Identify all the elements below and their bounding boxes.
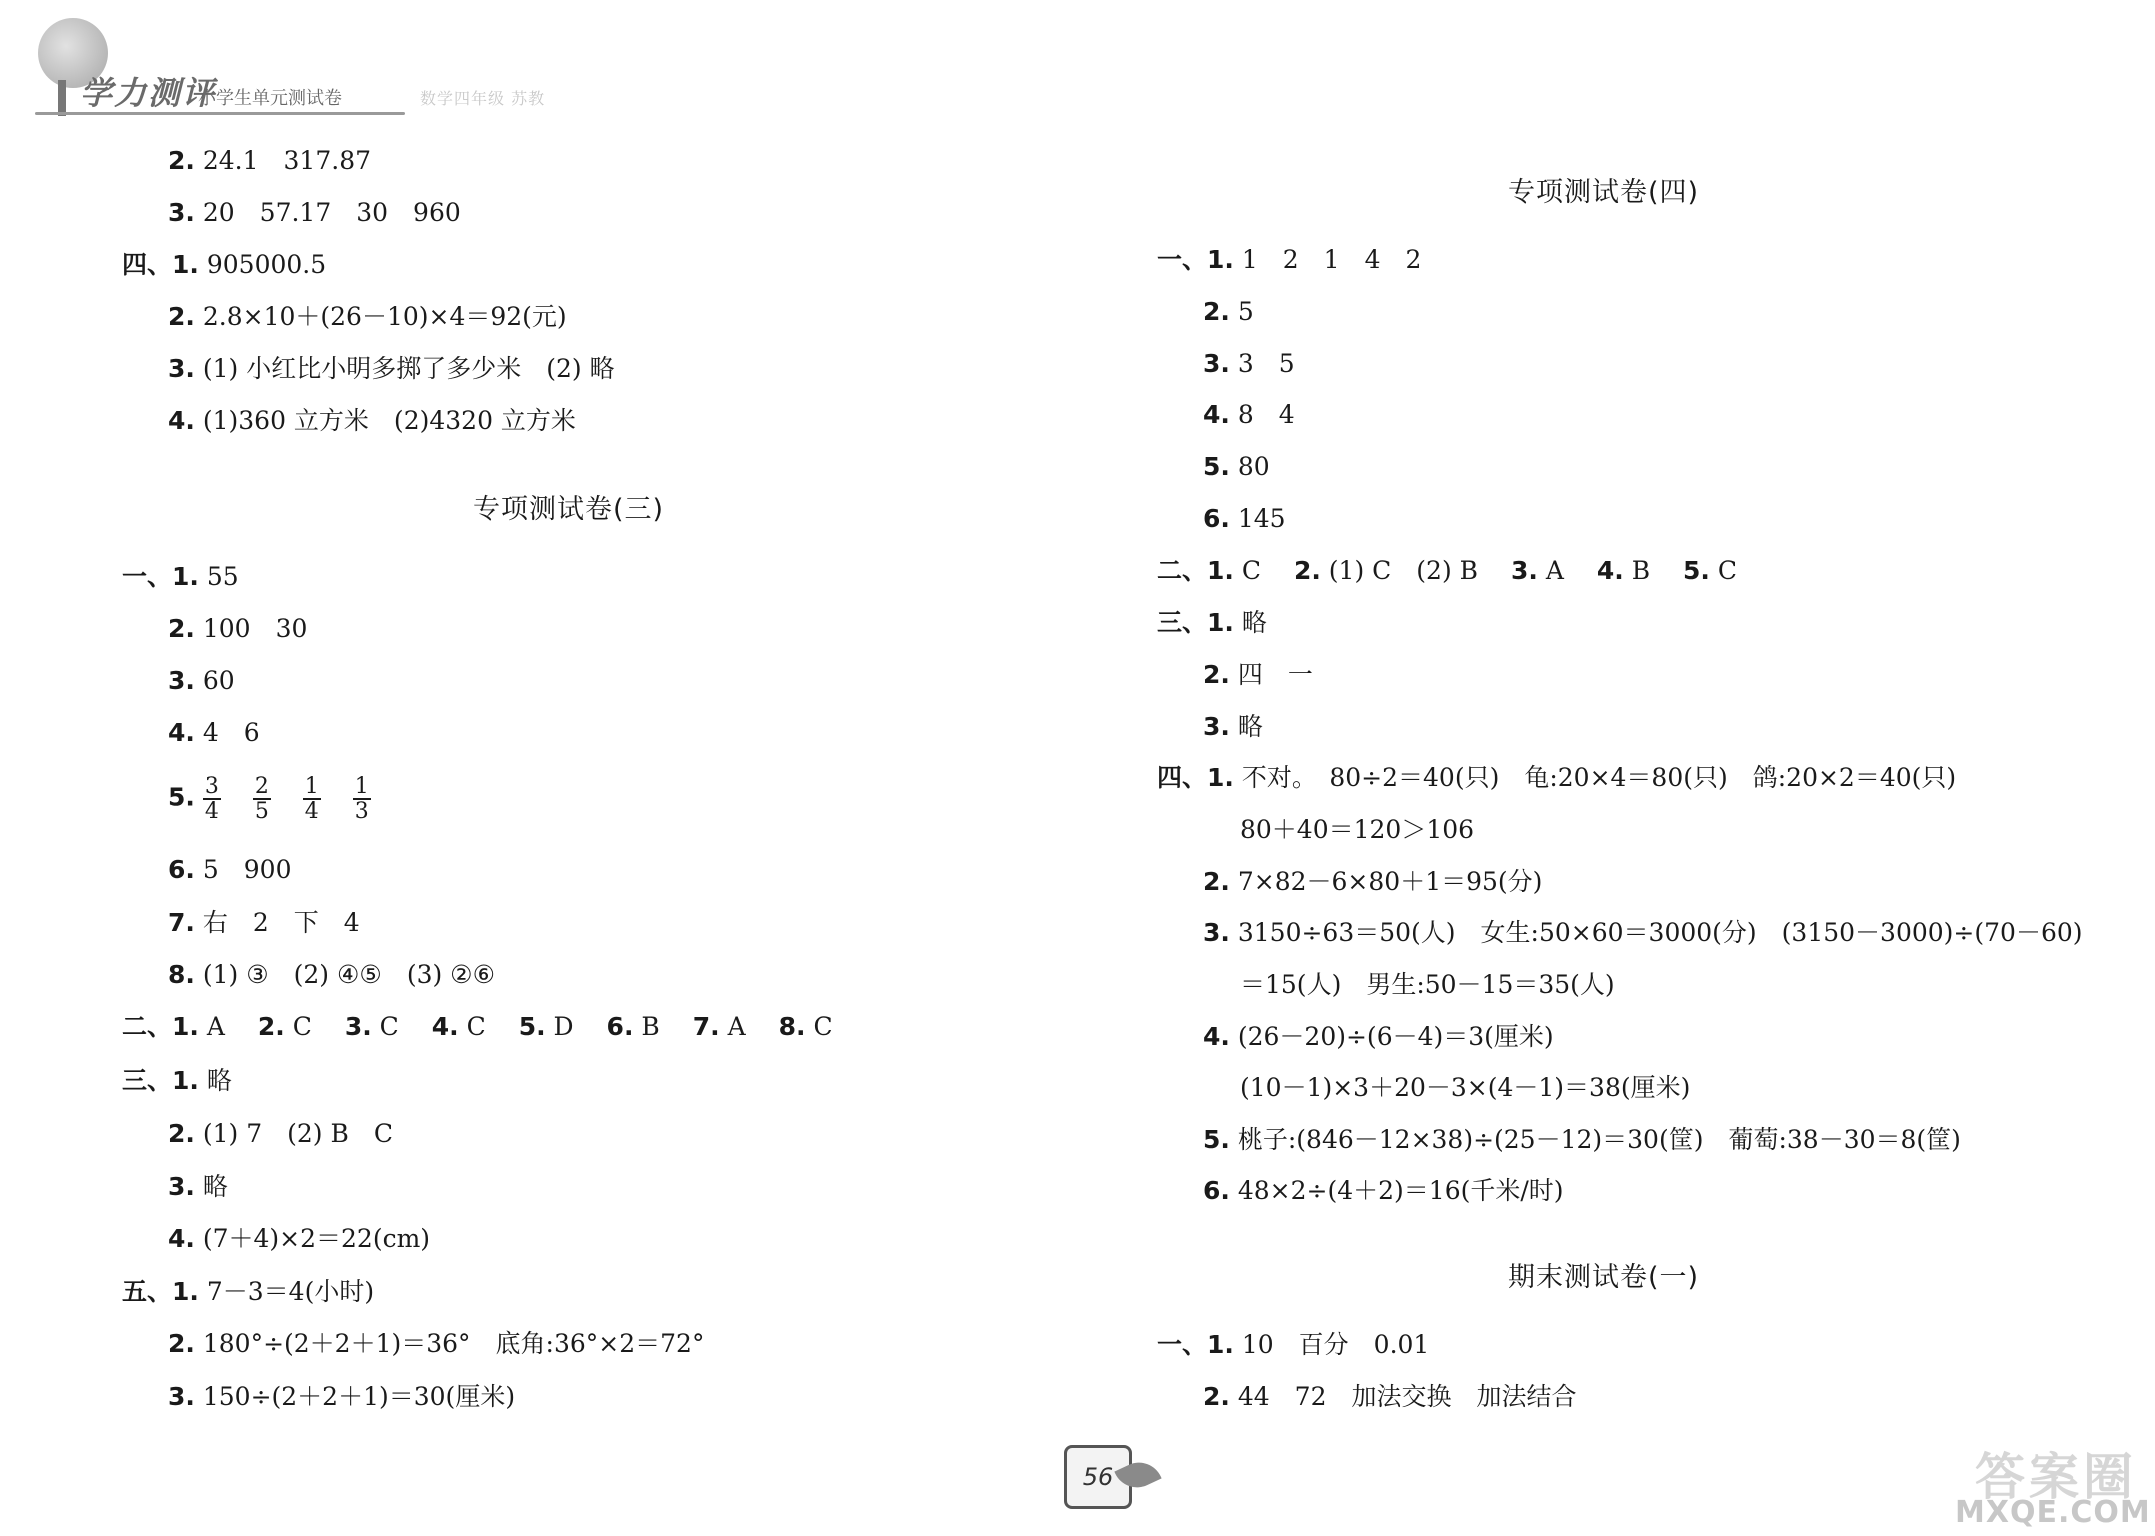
answer-line: 6. 5 900: [168, 855, 292, 884]
section-title: 专项测试卷(三): [473, 494, 665, 525]
watermark-logo: 答案圈: [1975, 1448, 2137, 1506]
fraction: $\frac{1}{4}$: [304, 774, 319, 825]
answer-line: 四、1. 905000.5: [122, 250, 327, 279]
fraction: $\frac{3}{4}$: [204, 774, 219, 825]
fraction: $\frac{2}{5}$: [254, 774, 269, 825]
answer-line: 4. 4 6: [168, 718, 260, 747]
header-faint-text: 数学四年级 苏教: [420, 89, 546, 108]
answer-line: 2. 100 30: [168, 614, 308, 643]
answer-line: 四、1. 不对。 80÷2＝40(只) 龟:20×4＝80(只) 鸽:20×2＝40(只): [1157, 763, 1957, 792]
answer-line: 4. 8 4: [1203, 400, 1295, 429]
answer-line: 3. 60: [168, 666, 235, 695]
answer-line: 3. (1) 小红比小明多掷了多少米 (2) 略: [168, 354, 615, 383]
answer-line: 2. 7×82－6×80＋1＝95(分): [1203, 867, 1543, 896]
page-number: 56: [1064, 1445, 1132, 1509]
answer-line-fractions: 5. $\frac{3}{4}$ $\frac{2}{5}$ $\frac{1}{4}$ $\frac{1}{3}$: [168, 774, 369, 825]
answer-line: 5. 80: [1203, 452, 1270, 481]
answer-line: 2. 5: [1203, 297, 1254, 326]
answer-line-continued: ＝15(人) 男生:50－15＝35(人): [1240, 970, 1615, 999]
answer-line: 3. 略: [168, 1172, 228, 1201]
answer-line: 2. 2.8×10＋(26－10)×4＝92(元): [168, 302, 567, 331]
answer-line: 3. 3 5: [1203, 349, 1295, 378]
answer-line: 4. (1)360 立方米 (2)4320 立方米: [168, 406, 576, 435]
series-title: 小学生单元测试卷: [198, 88, 342, 109]
answer-line: 五、1. 7－3＝4(小时): [122, 1277, 375, 1306]
answer-line: 2. 24.1 317.87: [168, 146, 371, 175]
answer-line: 三、1. 略: [1157, 608, 1267, 637]
answer-line-choices: 二、1. C 2. (1) C (2) B 3. A 4. B 5. C: [1157, 556, 1738, 585]
answer-line: 8. (1) ③ (2) ④⑤ (3) ②⑥: [168, 960, 495, 989]
brand-title: 学力测评: [80, 74, 217, 112]
answer-line: 2. 四 一: [1203, 660, 1313, 689]
answer-line: 5. 桃子:(846－12×38)÷(25－12)＝30(筐) 葡萄:38－30＝8(筐): [1203, 1125, 1961, 1154]
answer-line: 一、1. 1 2 1 4 2: [1157, 245, 1422, 274]
answer-line: 一、1. 55: [122, 562, 239, 591]
answer-line: 2. 180°÷(2＋2＋1)＝36° 底角:36°×2＝72°: [168, 1329, 705, 1358]
answer-line-choices: 二、1. A 2. C 3. C 4. C 5. D 6. B 7. A 8. C: [122, 1012, 833, 1041]
fraction: $\frac{1}{3}$: [354, 774, 369, 825]
section-title: 期末测试卷(一): [1508, 1262, 1700, 1293]
answer-line: 6. 48×2÷(4＋2)＝16(千米/时): [1203, 1176, 1564, 1205]
answer-line-continued: (10－1)×3＋20－3×(4－1)＝38(厘米): [1240, 1073, 1691, 1102]
answer-line: 3. 20 57.17 30 960: [168, 198, 461, 227]
answer-line: 一、1. 10 百分 0.01: [1157, 1330, 1430, 1359]
answer-line: 4. (26－20)÷(6－4)＝3(厘米): [1203, 1022, 1554, 1051]
section-title: 专项测试卷(四): [1508, 177, 1700, 208]
answer-line: 三、1. 略: [122, 1066, 232, 1095]
tree-trunk-icon: [58, 80, 66, 116]
answer-line: 3. 150÷(2＋2＋1)＝30(厘米): [168, 1382, 516, 1411]
watermark: [1955, 1435, 2150, 1535]
answer-line: 2. 44 72 加法交换 加法结合: [1203, 1382, 1577, 1411]
watermark-text: MXQE.COM: [1955, 1495, 2151, 1530]
header-divider: [35, 112, 405, 115]
answer-line: 3. 略: [1203, 712, 1263, 741]
answer-line-continued: 80＋40＝120＞106: [1240, 815, 1475, 844]
answer-line: 3. 3150÷63＝50(人) 女生:50×60＝3000(分) (3150－3000)÷(70－60): [1203, 918, 2083, 947]
answer-line: 7. 右 2 下 4: [168, 908, 360, 937]
page-header: [0, 0, 700, 130]
answer-line: 4. (7＋4)×2＝22(cm): [168, 1224, 431, 1253]
answer-line: 2. (1) 7 (2) B C: [168, 1119, 393, 1148]
answer-line: 6. 145: [1203, 504, 1286, 533]
